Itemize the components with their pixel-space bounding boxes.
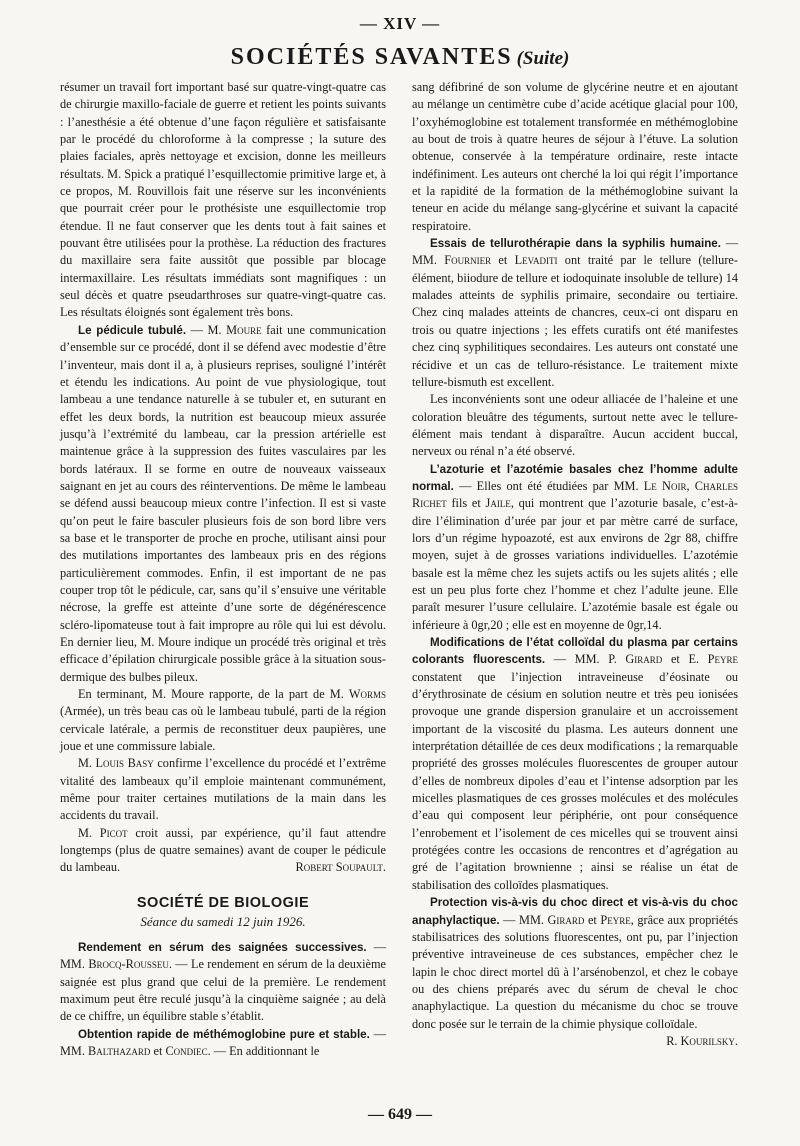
paragraph: résumer un travail fort important basé sur quatre-vingt-quatre cas de chirurgie maxillo-faciale de guerre et retient les points suivants : l’anesthésie a été obtenue d’une façon régulière et satisfaisante par le procédé du chloroforme à la compresse ; la suture des plaies faciales, après nettoyage et excision, donne les meilleurs résultats. M. Spick a pratiqué l’esquillectomie primitive large et, à ce propos, M. Rouvillois fait une réserve sur les inconvénients que pourrait créer pour le prothésiste une esquillectomie trop étendue. Il ne faut conserver que les dents tout à fait saines et pouvant être utilisées pour la prothèse. La réduction des fractures du maxillaire sera faite aussitôt que possible par blocage intermaxillaire. Les résultats immédiats sont magnifiques : un seul décès et quatre pseudarthroses sur quatre-vingt-quatre cas. Les résultats éloignés sont également très bons. <box>60 80 386 320</box>
subheading: Essais de tellurothérapie dans la syphilis humaine. <box>430 237 721 251</box>
section-date: Séance du samedi 12 juin 1926. <box>140 913 306 929</box>
paragraph <box>412 461 738 634</box>
subheading: Le pédicule tubulé. <box>78 323 187 337</box>
subheading: L’azoturie et l’azotémie basales chez l’homme adulte normal. <box>412 462 738 493</box>
page-number: — 649 — <box>368 1106 432 1123</box>
text: constatent que l’injection intraveineuse d’éosinate ou d’érythrosinate de césium en solution neutre et très peu ionisées provoque une grande dispersion granulaire et un accroissement important de la viscosité du plasma. Les auteurs donnent une interprétation détaillée de ces deux modifications ; la remarquable propriété des grosses molécules fluorescentes de grouper autour d’elles de nombreux dipoles d’eau et l’intense adsorption par les micelles plasmatiques de ces grosses molécules et des molécules d’eau qui composent leur périphérie, ont pour conséquence l’enrobement et l’isolement de ces micelles qui se trouvent ainsi protégées contre les occasions de rencontres et d’agrégation au gré de l’agitation brownienne ; ainsi se réalise un état de stabilisation des colloïdes plasmatiques. <box>412 669 738 892</box>
text: — MM. <box>412 236 738 268</box>
paragraph <box>412 235 738 391</box>
text: et <box>150 1043 166 1058</box>
author-name: Girard <box>547 912 585 927</box>
text: — MM. <box>499 912 548 927</box>
text: croit aussi, par expérience, qu’il faut attendre longtemps (plus de quatre semaines) avant de couper le pédicule du lambeau. <box>60 825 386 875</box>
author-name: Charles Richet <box>412 478 739 511</box>
author-name: Fournier <box>444 253 492 268</box>
text: et <box>491 253 515 268</box>
text: — M. <box>186 322 227 337</box>
text: , grâce aux propriétés stabilisatrices des solutions fluorescentes, ont pu, par l’injection préventive intraveineuse de ces substances, empêcher chez le lapin le choc direct mortel dû à l’arsénobenzol, et chez le cobaye ou des chiens préparés avec du sérum de cheval le choc anaphylactique. La question du mécanisme du choc se trouve donc posée sur le terrain de la chimie physique colloïdale. <box>412 912 738 1031</box>
paragraph: sang défibriné de son volume de glycérine neutre et en ajoutant au mélange un centimètre cube d’acide acétique glacial pour 100, l’oxyhémoglobine est totalement transformée en méthémoglobine au bout de trois à quatre heures de séjour à l’étuve. La solution obtenue, conservée à la température ordinaire, reste intacte indéfiniment. Les auteurs ont cherché la loi qui régit l’importance et la rapidité de la formation de la méthémoglobine suivant la teneur en acide du mélange sang-glycérine et suivant la capacité respiratoire. <box>412 80 738 233</box>
text: et <box>584 912 601 927</box>
author-signature: R. Kourilsky. <box>666 1033 738 1048</box>
text: M. <box>78 825 100 840</box>
text: (Armée), un très beau cas où le lambeau tubulé, parti de la région cervicale latérale, a permis de reconstituer deux paupières, une joue et une commissure labiale. <box>60 704 386 754</box>
text: ont traité par le tellure (tellure-élément, biiodure de tellure et iodoquinate insoluble de tellure) 14 malades atteints de syphilis primaire, secondaire ou tertiaire. Chez cinq malades atteints de chancres, ceux-ci ont disparu en trois ou quatre injections ; les effets curatifs ont été manifestes chez cinq syphilitiques secondaires. Les auteurs ont constaté une récidive et un cas de telluro-résistance. Le traitement mixte tellure-bismuth est excellent. <box>412 253 738 389</box>
page-roman-number: — XIV — <box>359 14 441 33</box>
text: , qui montrent que l’azoturie basale, c’est-à-dire l’élimination d’urée par jour et par mètre carré de surface, lors d’un régime hypoazoté, est aux environs de 2gr 88, chiffre moyen, sujet à de grosses variations individuelles. L’azotémie basale est la même chez les sujets actifs ou les sujets alités ; elle est un peu plus forte chez l’homme et chez l’adulte jeune. Elle paraît mesurer l’usure cellulaire. L’azotémie basale est égale ou inférieure à 0gr,20 ; elle est en moyenne de 0gr,14. <box>412 496 738 632</box>
subheading: Rendement en sérum des saignées successives. <box>78 940 367 954</box>
author-name: Brocq-Rousseu <box>88 957 169 972</box>
author-signature: Robert Soupault. <box>295 860 386 875</box>
subheading: Modifications de l’état colloïdal du plasma par certains colorants fluorescents. <box>412 636 738 667</box>
paragraph <box>60 939 386 1026</box>
paragraph <box>412 894 738 1048</box>
right-column <box>412 79 738 1050</box>
text: — Elles ont été étudiées par MM. <box>453 478 644 493</box>
paragraph <box>60 686 386 755</box>
text: — MM. <box>545 652 609 667</box>
author-name: Balthazard <box>88 1043 151 1058</box>
author-name: Levaditi <box>514 253 558 268</box>
section-heading: SOCIÉTÉ DE BIOLOGIE <box>136 894 310 911</box>
author-name: Condiec <box>165 1043 208 1058</box>
text: M. <box>78 756 96 771</box>
author-name: Louis Basy <box>95 756 154 771</box>
title-suffix: (Suite) <box>516 48 570 69</box>
text: fils et <box>446 496 486 511</box>
paragraph: Les inconvénients sont une odeur alliacée de l’haleine et une coloration bleuâtre des téguments, surtout nette avec le tellure-élément mais tendant à disparaître. Aucun accident buccal, nerveux ou rénal n’a été observé. <box>412 392 738 459</box>
text: fait une communication d’ensemble sur ce procédé, dont il se défend avec modestie d’être l’inventeur, mais dont il a, à plusieurs reprises, souligné l’intérêt et étendu les indications. Au point de vue physiologique, tout lambeau a une tendance naturelle à se tubuler et, en suturant en effet les deux bords, la nutrition est beaucoup mieux assurée jusqu’à l’extrémité du lambeau, car la pression artérielle est maintenue grâce à la suppression des fuites vasculaires par les bords latéraux. Il se forme en outre de nouveaux vaisseaux saignant en jet au cours des réinterventions. De même le lambeau se défend aussi beaucoup mieux contre l’infection. Il est si vaste qu’on peut le faire basculer plusieurs fois de son bord libre vers sa base et le transporter de proche en proche, utilisant ainsi pour des mutilations importantes des lambeaux pris en des régions particulièrement commodes. Enfin, il est important de ne pas couper trop tôt le pédicule, car, sans qu’il s’ensuive une véritable nécrose, la greffe est atteinte d’une sorte de dégénérescence scléro-lipomateuse tout à fait impropre au rôle qui lui est dévolu. En dernier lieu, M. Moure indique un procédé très original et très efficace d’épilation chirurgicale possible grâce à la situation sous-dermique des bulbes pileux. <box>60 322 386 684</box>
text: En terminant, M. Moure rapporte, de la part de M. <box>78 687 349 702</box>
text: . — En additionnant le <box>207 1043 320 1058</box>
author-name: P. Girard <box>608 652 663 667</box>
text: , <box>686 478 695 493</box>
text: . — Le rendement en sérum de la deuxième saignée est plus grand que celui de la première. Le rendement maximum peut être reculé jusqu’à la cinquième saignée ; au delà de ce chiffre, un équilibre stable s’établit. <box>60 957 386 1024</box>
paragraph <box>60 322 386 686</box>
paragraph <box>60 825 386 877</box>
author-name: Le Noir <box>643 478 687 493</box>
author-name: Peyre <box>600 912 631 927</box>
text: et <box>662 652 689 667</box>
author-name: E. Peyre <box>688 652 738 667</box>
subheading: Protection vis-à-vis du choc direct et vis-à-vis du choc anaphylactique. <box>412 896 738 927</box>
subheading: Obtention rapide de méthémoglobine pure et stable. <box>78 1027 370 1041</box>
text: confirme l’excellence du procédé et l’extrême vitalité des lambeaux qu’il emploie maintenant communément, même pour traiter certaines mutilations de la main dans les accidents du travail. <box>60 756 386 823</box>
paragraph <box>60 1026 386 1061</box>
title-text: SOCIÉTÉS SAVANTES <box>230 44 513 70</box>
page-title <box>0 44 800 71</box>
author-name: Worms <box>348 687 386 702</box>
author-name: Jaile <box>485 496 511 511</box>
text: — MM. <box>60 939 386 972</box>
author-name: Picot <box>99 825 128 840</box>
left-column <box>60 79 386 1060</box>
paragraph <box>412 634 738 894</box>
paragraph <box>60 755 386 824</box>
text: — MM. <box>60 1026 386 1058</box>
author-name: Moure <box>226 322 262 337</box>
